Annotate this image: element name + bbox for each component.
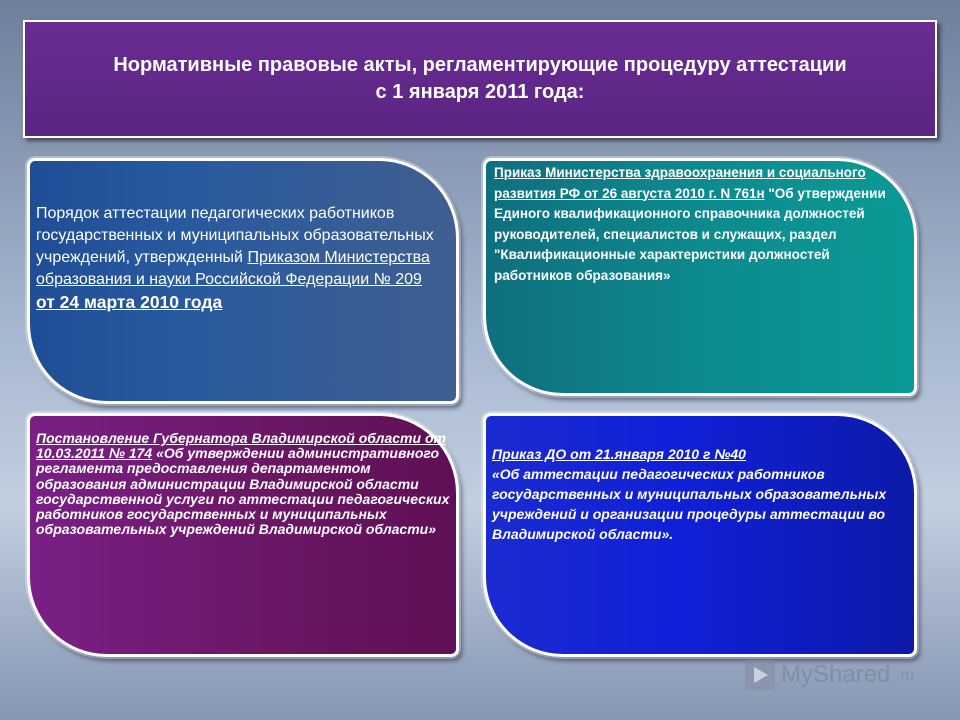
play-icon [745,660,775,690]
card-link[interactable]: Приказом Министерства образования и науки Российской Федерации № 209 [36,249,430,288]
watermark-suffix: .ru [896,666,914,684]
card-order-do [483,413,917,657]
card-heading[interactable]: Приказ ДО от 21.января 2010 г №40 [492,446,746,462]
header-title-box [23,20,937,138]
watermark-text: MyShared [781,661,891,688]
card-order-ministry-health [483,158,917,396]
header-title-line1: Нормативные правовые акты, регламентирующие процедуру аттестации [113,54,847,76]
card-body-line: государственных и муниципальных образовательных [492,486,887,502]
card-order-ministry-education [27,158,459,404]
card-governor-resolution [27,413,459,657]
card-heading[interactable]: Постановление Губернатора Владимирской области от 10.03.2011 № 174 [36,430,446,462]
card-body-line: учреждений и организации процедуры аттестации во [492,506,886,522]
card-link[interactable]: Приказ Министерства здравоохранения и социального развития РФ от 26 августа 2010 г. N 761н [494,165,866,201]
card-date[interactable]: от 24 марта 2010 года [36,292,223,312]
watermark [745,658,914,692]
card-body-line: «Об аттестации педагогических работников [492,466,825,482]
header-title-line2: с 1 января 2011 года: [375,81,585,103]
card-text: Порядок аттестации педагогических работников государственных и муниципальных образовательных учреждений, утвержденный [36,205,434,266]
card-body-line: Владимирской области». [492,526,674,542]
card-body: «Об утверждении административного регламента предоставления департаментом образования администрации Владимирской области государственной услуги по аттестации педагогических работников государственных и муниципальных образовательных учреждений Владимирской области» [36,445,450,538]
card-text: "Об утверждении Единого квалификационного справочника должностей руководителей, специалистов и служащих, раздел "Квалификационные характеристики должностей работников образования» [494,185,886,283]
